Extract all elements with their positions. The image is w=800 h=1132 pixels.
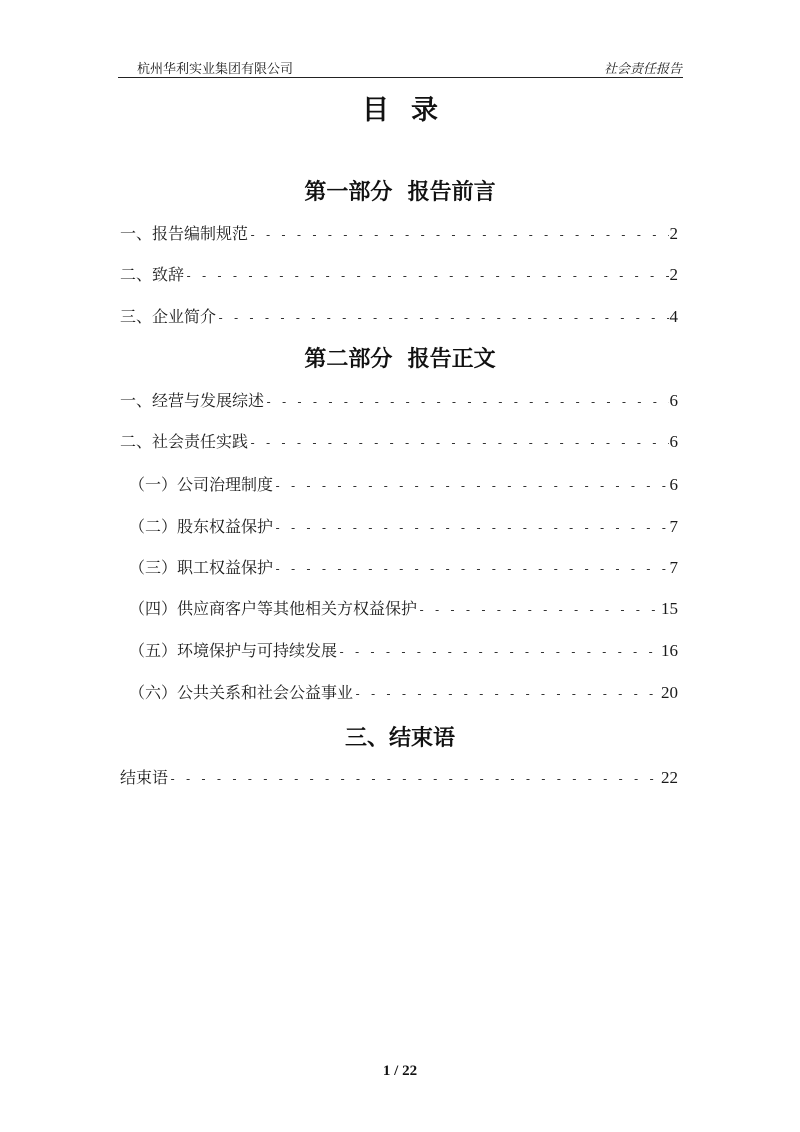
toc-entry-label: （四）供应商客户等其他相关方权益保护 (129, 599, 418, 618)
toc-entry-label: （五）环境保护与可持续发展 (129, 641, 338, 660)
toc-entry[interactable] (129, 473, 678, 497)
toc-entry-page: 20 (661, 683, 678, 702)
toc-dot-leader (217, 306, 668, 330)
toc-entry-page: 22 (661, 768, 678, 787)
toc-entry-page: 15 (661, 599, 678, 618)
toc-entry[interactable] (129, 556, 678, 580)
toc-dot-leader (274, 557, 668, 581)
section-heading-part1: 第一部分 报告前言 (304, 180, 496, 205)
toc-dot-leader (249, 223, 668, 247)
toc-entry-page: 7 (669, 558, 678, 577)
toc-dot-leader (418, 598, 660, 622)
toc-entry-label: 一、经营与发展综述 (120, 391, 265, 410)
toc-entry[interactable] (129, 515, 678, 539)
toc-dot-leader (338, 640, 660, 664)
toc-entry-label: 三、企业简介 (120, 307, 217, 326)
toc-dot-leader (185, 264, 668, 288)
toc-dot-leader (274, 516, 668, 540)
toc-dot-leader (169, 767, 660, 791)
toc-entry-page: 7 (669, 517, 678, 536)
page-title: 目录 (362, 95, 460, 126)
toc-entry-page: 4 (669, 307, 678, 326)
toc-dot-leader (249, 431, 668, 455)
header-report-name: 社会责任报告 (603, 62, 682, 77)
toc-entry[interactable] (129, 639, 678, 663)
toc-entry-page: 6 (669, 391, 678, 410)
toc-entry-page: 2 (669, 265, 678, 284)
header-divider (118, 77, 683, 78)
header-company-name: 杭州华利实业集团有限公司 (137, 62, 294, 77)
toc-entry[interactable] (120, 222, 678, 246)
toc-entry-page: 6 (669, 475, 678, 494)
page-number: 1 / 22 (382, 1063, 418, 1079)
toc-entry-label: 二、社会责任实践 (120, 432, 249, 451)
toc-entry-page: 2 (669, 224, 678, 243)
toc-entry-label: 二、致辞 (120, 265, 185, 284)
toc-entry-page: 16 (661, 641, 678, 660)
toc-entry-label: 结束语 (120, 768, 169, 787)
toc-dot-leader (354, 682, 660, 706)
toc-entry-page: 6 (669, 432, 678, 451)
toc-entry[interactable] (120, 263, 678, 287)
toc-entry[interactable] (129, 681, 678, 705)
section-heading-part2: 第二部分 报告正文 (304, 347, 496, 372)
toc-entry[interactable] (120, 430, 678, 454)
toc-entry[interactable] (120, 389, 678, 413)
toc-entry-label: （三）职工权益保护 (129, 558, 274, 577)
section-heading-part3: 三、结束语 (344, 726, 455, 751)
toc-entry[interactable] (120, 766, 678, 790)
toc-entry-label: 一、报告编制规范 (120, 224, 249, 243)
toc-entry[interactable] (129, 597, 678, 621)
toc-entry-label: （六）公共关系和社会公益事业 (129, 683, 354, 702)
toc-entry-label: （二）股东权益保护 (129, 517, 274, 536)
toc-entry-label: （一）公司治理制度 (129, 475, 274, 494)
toc-dot-leader (274, 474, 668, 498)
toc-entry[interactable] (120, 305, 678, 329)
toc-dot-leader (265, 390, 668, 414)
